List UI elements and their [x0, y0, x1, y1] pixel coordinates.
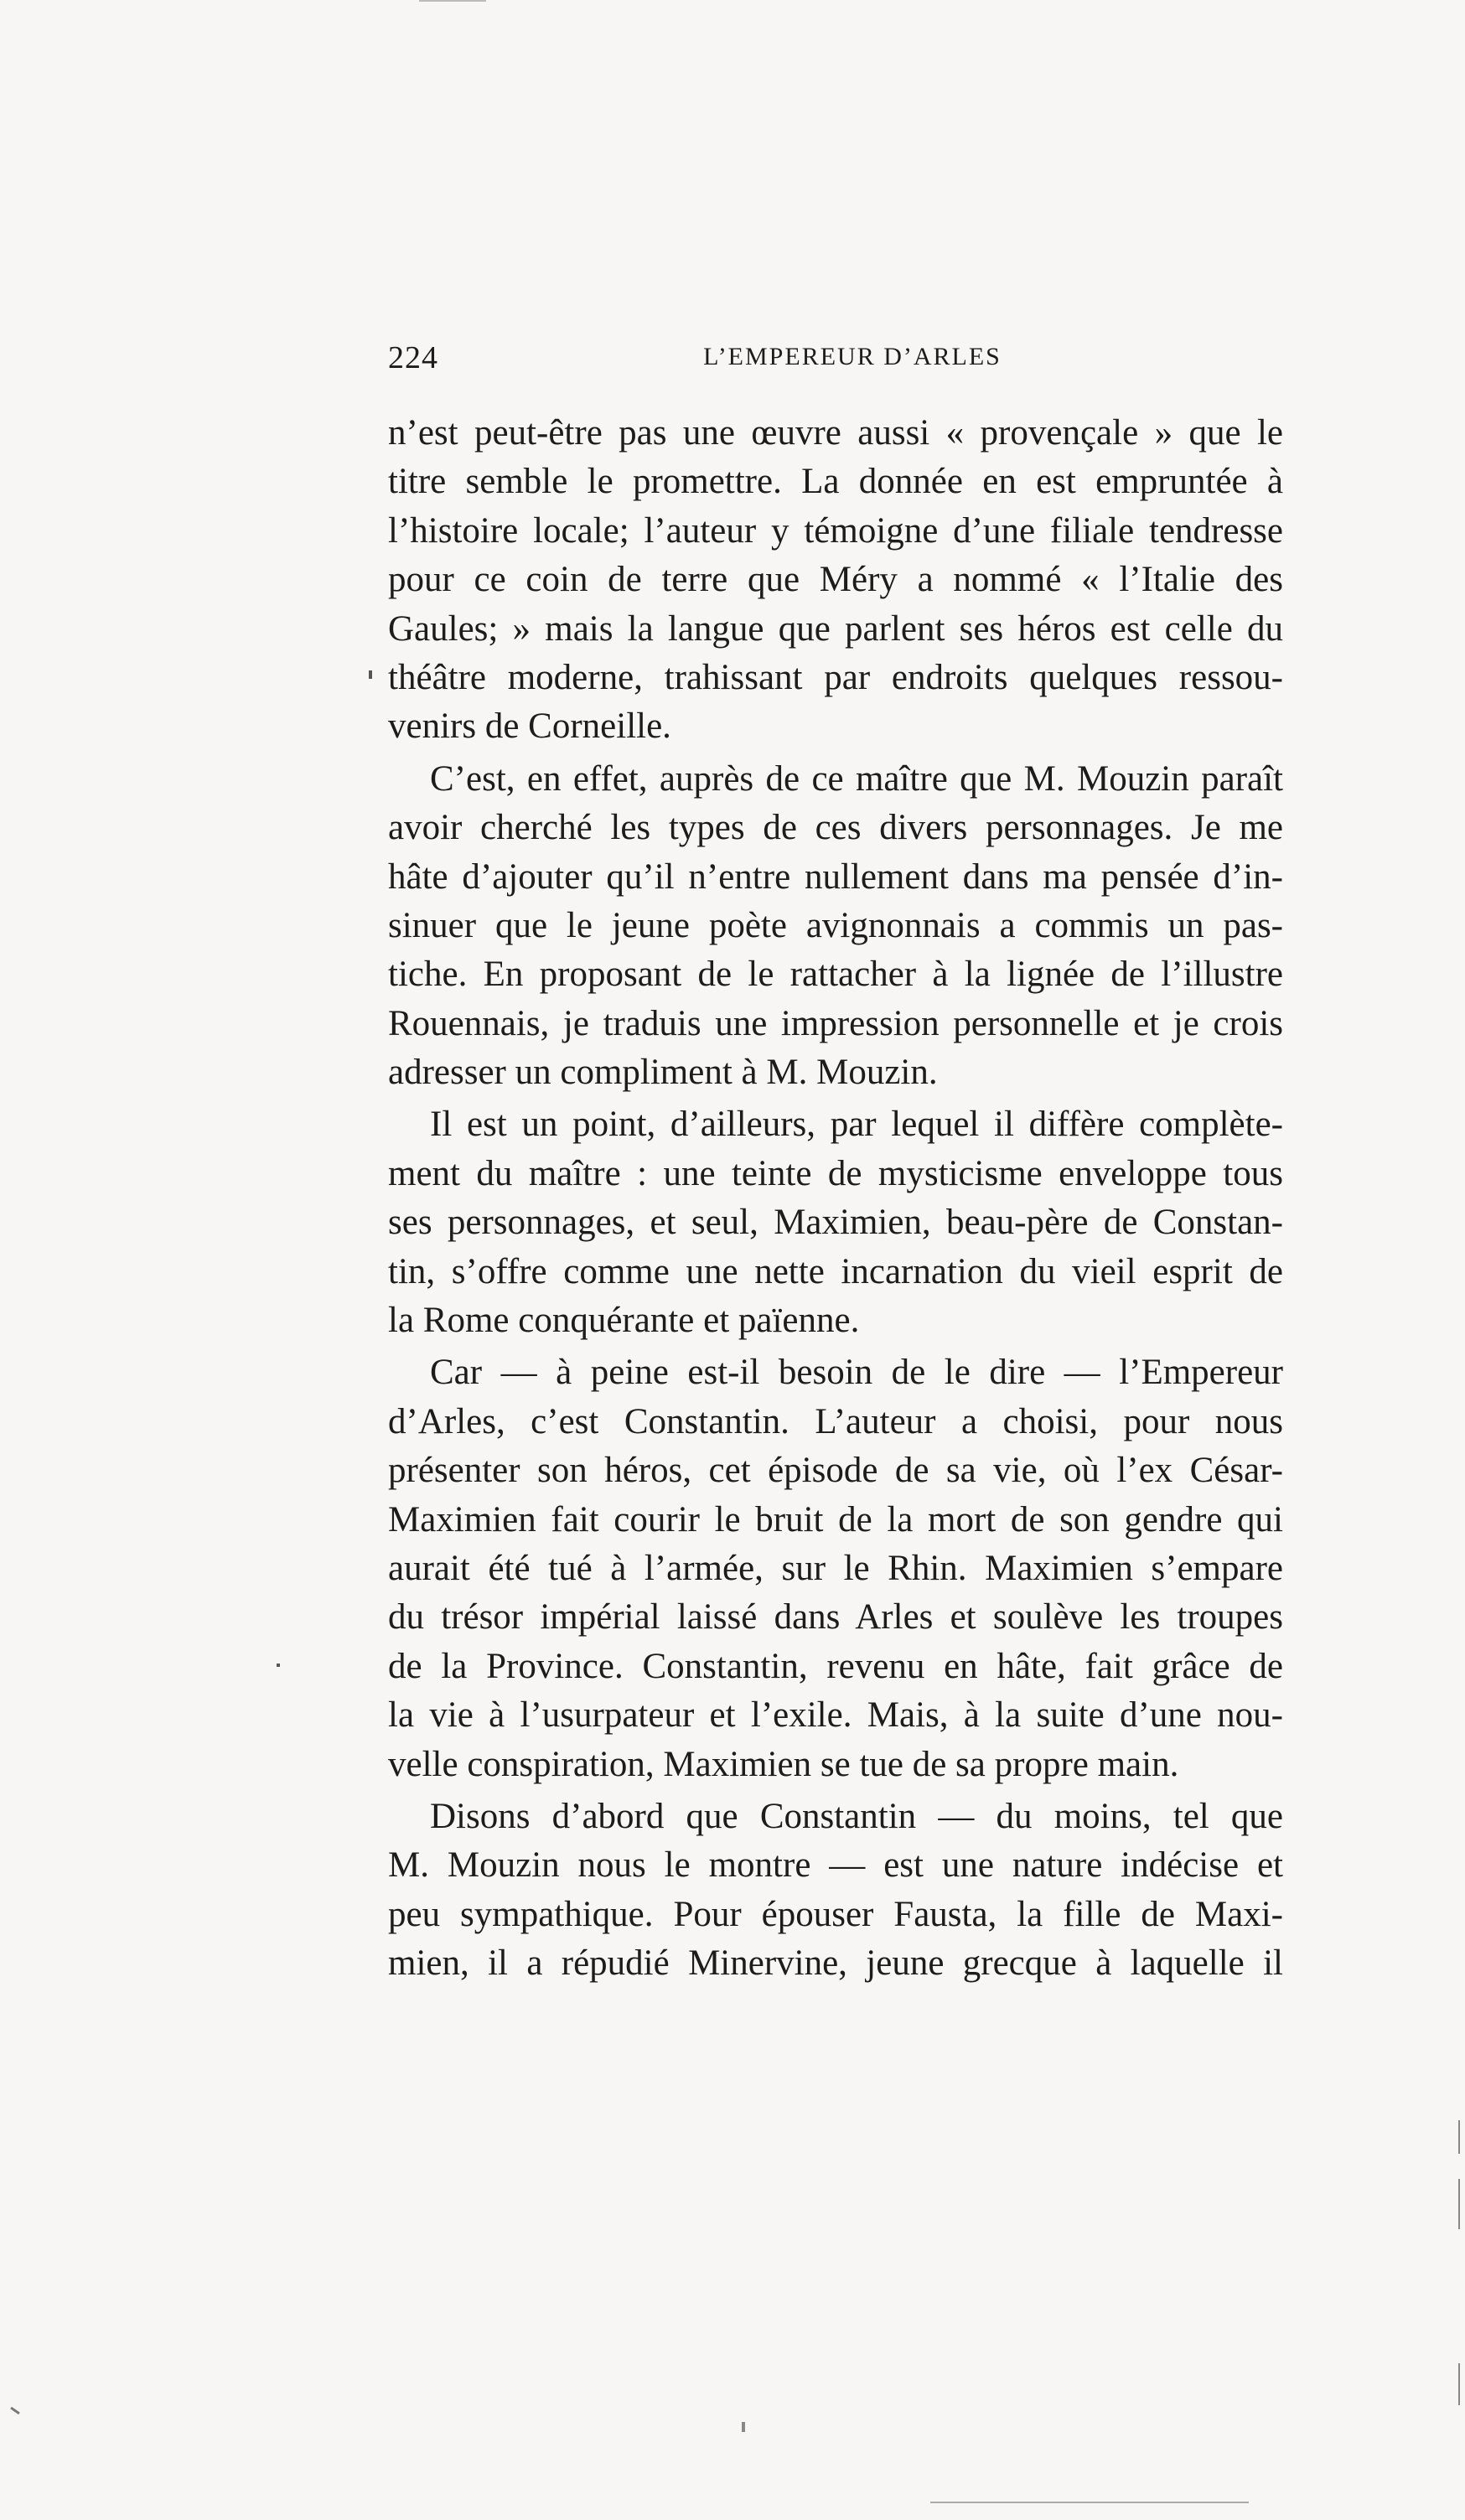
paragraph-3: [388, 1100, 1283, 1345]
text-line: Gaules; » mais la langue que parlent ses héros est celle du: [388, 608, 1283, 649]
text-line: adresser un compliment à M. Mouzin.: [388, 1053, 938, 1093]
text-line: peu sympathique. Pour épouser Fausta, la fille de Maxi-: [388, 1894, 1283, 1934]
text-line: venirs de Corneille.: [388, 706, 671, 747]
scan-mark-corner: [10, 2407, 20, 2414]
text-line: l’histoire locale; l’auteur y témoigne d’une filiale tendresse: [388, 510, 1283, 551]
text-line: Disons d’abord que Constantin — du moins, tel que: [430, 1796, 1283, 1836]
text-line: ment du maître : une teinte de mysticisme enveloppe tous: [388, 1153, 1283, 1193]
text-line: théâtre moderne, trahissant par endroits quelques ressou-: [388, 657, 1283, 697]
text-line: la Rome conquérante et païenne.: [388, 1301, 860, 1341]
text-line: tin, s’offre comme une nette incarnation du vieil esprit de: [388, 1251, 1283, 1291]
text-line: tiche. En proposant de le rattacher à la lignée de l’illustre: [388, 955, 1283, 995]
text-line: Car — à peine est-il besoin de le dire — l’Empereur: [430, 1353, 1283, 1393]
text-line: hâte d’ajouter qu’il n’entre nullement dans ma pensée d’in-: [388, 856, 1283, 897]
text-line: pour ce coin de terre que Méry a nommé « l’Italie des: [388, 560, 1283, 600]
text-line: n’est peut-être pas une œuvre aussi « provençale » que le: [388, 413, 1283, 453]
scan-mark-bottom-line: [930, 2502, 1249, 2503]
text-line: velle conspiration, Maximien se tue de sa propre main.: [388, 1744, 1179, 1784]
scan-mark-margin-tick: [369, 670, 372, 679]
text-line: avoir cherché les types de ces divers personnages. Je me: [388, 808, 1283, 848]
text-line: de la Province. Constantin, revenu en hâte, fait grâce de: [388, 1646, 1283, 1686]
text-line: Rouennais, je traduis une impression personnelle et je crois: [388, 1003, 1283, 1043]
paragraph-1: [388, 409, 1283, 752]
text-line: Il est un point, d’ailleurs, par lequel il diffère complète-: [430, 1105, 1283, 1145]
text-line: la vie à l’usurpateur et l’exile. Mais, à la suite d’une nou-: [388, 1695, 1283, 1736]
paragraph-5: [388, 1793, 1283, 1989]
text-line: du trésor impérial laissé dans Arles et soulève les troupes: [388, 1597, 1283, 1638]
scan-mark-dot: [277, 1664, 280, 1667]
page-number: 224: [388, 340, 438, 375]
paragraph-4: [388, 1348, 1283, 1789]
text-line: ses personnages, et seul, Maximien, beau-père de Constan-: [388, 1203, 1283, 1243]
text-line: aurait été tué à l’armée, sur le Rhin. Maximien s’empare: [388, 1548, 1283, 1588]
text-line: M. Mouzin nous le montre — est une nature indécise et: [388, 1845, 1283, 1886]
scan-mark-right-2: [1458, 2179, 1460, 2229]
text-line: Maximien fait courir le bruit de la mort de son gendre qui: [388, 1499, 1283, 1539]
page-header: [388, 339, 1283, 390]
scan-mark-bottom-dots: [742, 2422, 745, 2432]
running-title: L’EMPEREUR D’ARLES: [703, 343, 1002, 370]
paragraph-2: [388, 755, 1283, 1098]
text-line: C’est, en effet, auprès de ce maître que M. Mouzin paraît: [430, 758, 1283, 799]
text-line: présenter son héros, cet épisode de sa vie, où l’ex César-: [388, 1451, 1283, 1491]
text-line: d’Arles, c’est Constantin. L’auteur a choisi, pour nous: [388, 1401, 1283, 1441]
text-line: sinuer que le jeune poète avignonnais a commis un pas-: [388, 905, 1283, 945]
text-line: titre semble le promettre. La donnée en est empruntée à: [388, 462, 1283, 502]
text-line: mien, il a répudié Minervine, jeune grecque à laquelle il: [388, 1943, 1283, 1984]
scan-mark-top: [419, 0, 486, 2]
scan-mark-right-3: [1458, 2363, 1460, 2405]
text-body: [388, 409, 1283, 1992]
scan-mark-right-1: [1458, 2120, 1460, 2154]
